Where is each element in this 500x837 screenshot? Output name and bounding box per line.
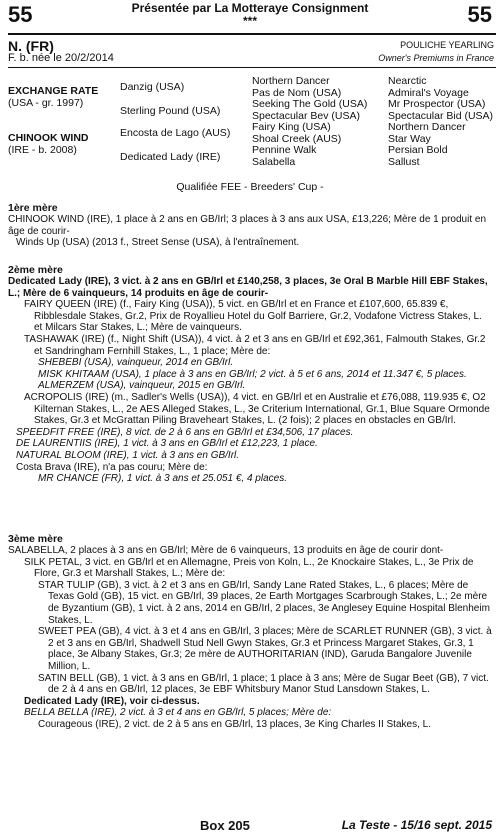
dam-info: (IRE - b. 2008) [8,143,77,156]
second-dam-line: TASHAWAK (IRE) (f., Night Shift (USA)), 4 vict. à 2 et 3 ans en GB/Irl et £92,361, Falmouth Stakes, Gr.2 et Sandringham Fernhill Stakes, L., 1 place; Mère de: [24,333,486,357]
gen3-6: Shoal Creek (AUS) [252,132,342,145]
gen4-8: Sallust [388,155,420,168]
third-dam-section [8,533,492,731]
third-dam-heading: 3ème mère [8,533,63,545]
gen3-7: Pennine Walk [252,144,317,156]
third-dam-line: Courageous (IRE), 2 vict. de 2 à 5 ans en GB/Irl, 13 places, 3e King Charles II Stakes, L. [38,718,431,730]
gen2-a: Danzig (USA) [120,81,185,93]
second-dam-line: NATURAL BLOOM (IRE), 1 vict. à 3 ans en GB/Irl. [16,449,240,461]
stars: *** [242,14,257,28]
second-dam-line: DE LAURENTIIS (IRE), 1 vict. à 3 ans en GB/Irl et £12,223, 1 place. [16,438,318,450]
gen4-3: Mr Prospector (USA) [388,98,486,110]
gen3-3: Seeking The Gold (USA) [252,98,368,110]
premium-note: Owner's Premiums in France [378,53,494,63]
gen4-7: Persian Bold [388,144,448,156]
gen3-5: Fairy King (USA) [252,121,331,133]
first-dam-section [8,202,492,249]
second-dam-line: ALMERZEM (USA), vainqueur, 2015 en GB/Irl. [38,380,246,392]
gen2-d: Dedicated Lady (IRE) [120,151,221,163]
third-dam-line: SATIN BELL (GB), 1 vict. à 3 ans en GB/Irl, 1 place; 1 place à 3 ans; Mère de Sugar Beet (GB), 7 vict. de 2 à 4 ans en GB/Irl, 12 places, 3e EBF Whitsbury Manor Stud Lansdown Stakes, L. [38,672,489,696]
gen3-1: Northern Dancer [252,75,330,87]
sire-info: (USA - gr. 1997) [8,96,84,109]
third-dam-line: SALABELLA, 2 places à 3 ans en GB/Irl; Mère de 6 vainqueurs, 13 produits en âge de courir dont- [8,545,444,556]
gen3-2: Pas de Nom (USA) [252,86,342,99]
gen4-5: Northern Dancer [388,121,466,133]
gen3-list [252,76,367,168]
second-dam-line: MISK KHITAAM (USA), 1 place à 3 ans en GB/Irl; 2 vict. à 5 et 6 ans, 2014 et 11.347 €, 5 places. [38,368,467,380]
third-dam-line: SILK PETAL, 3 vict. en GB/Irl et en Allemagne, Preis von Koln, L., 2e Knockaire Stakes, L., 3e Prix de Flore, Gr.3 et Marshall Stakes, L.; Mère de: [24,556,474,580]
gen4-4: Spectacular Bid (USA) [388,109,494,122]
consignor-title: Présentée par La Motteraye Consignment [131,1,369,15]
lot-number-left: 55 [8,2,33,27]
gen2-c: Encosta de Lago (AUS) [120,127,231,139]
second-dam-line: SPEEDFIT FREE (IRE), 8 vict. de 2 à 6 ans en GB/Irl et £34,506, 17 places. [16,426,354,438]
gen3-4: Spectacular Bev (USA) [252,109,360,122]
first-dam-heading: 1ère mère [8,202,58,214]
third-dam-line: STAR TULIP (GB), 3 vict. à 2 et 3 ans en GB/Irl, Sandy Lane Rated Stakes, L., 6 places; Mère de Texas Gold (GB), 15 vict. en GB/Irl, 39 places, 2e Earth Mortgages Scarbrough Stakes, L.; 2e mère de Byzantium (GB), 1 vict. à 2 ans, 2014 en GB/Irl, 2 places, 3e Anglesey Equine Hospital Blenheim Stakes, L. [38,579,490,626]
second-dam-line: Costa Brava (IRE), n'a pas couru; Mère de: [16,461,208,473]
sire-name: EXCHANGE RATE [8,85,99,97]
box-number: Box 205 [200,818,250,833]
header-rule [8,33,496,35]
gen2-b: Sterling Pound (USA) [120,105,221,117]
gen3-8: Salabella [252,155,296,168]
consignor-header [0,2,500,28]
second-dam-line: Dedicated Lady (IRE), 3 vict. à 2 ans en GB/Irl et £140,258, 3 places, 3e Oral B Marble Hill EBF Stakes, L.; Mère de 6 vainqueurs, 14 produits en âge de courir- [8,276,488,299]
horse-category: POULICHE YEARLING [400,40,494,50]
gen4-6: Star Way [388,132,431,145]
third-dam-line: SWEET PEA (GB), 4 vict. à 3 et 4 ans en GB/Irl, 3 places; Mère de SCARLET RUNNER (GB), 3 vict. à 2 et 3 ans en GB/Irl, Shadwell Stud Nell Gwyn Stakes, Gr.3 et Princess Margaret Stakes, Gr.3, 1 place, 3e Albany Stakes, Gr.3; 2e mère de AUTHORITARIAN (IND), Garuda Bangalore Juvenile Million, L. [38,626,492,672]
first-dam-line: CHINOOK WIND (IRE), 1 place à 2 ans en GB/Irl; 3 places à 3 ans aux USA, £13,226; Mère de 1 produit en âge de courir- [8,214,487,237]
second-dam-line: MR CHANCE (FR), 1 vict. à 3 ans et 25.051 €, 4 places. [38,473,287,485]
sire-block [8,86,98,109]
second-dam-line: FAIRY QUEEN (IRE) (f., Fairy King (USA)), 5 vict. en GB/Irl et en France et £107,600, 65.839 €, Ribblesdale Stakes, Gr.2, Prix de Royallieu Hotel du Golf Barriere, Gr.2, Vodafone Victress Stakes, L. et Milcars Star Stakes, L.; Mère de vainqueurs. [24,299,482,334]
third-dam-line: BELLA BELLA (IRE), 2 vict. à 3 et 4 ans en GB/Irl, 5 places; Mère de: [24,707,332,719]
second-dam-section [8,264,492,485]
horse-name: N. (FR) [8,38,54,54]
dam-name: CHINOOK WIND [8,132,89,144]
qualification-note: Qualifiée FEE - Breeders' Cup - [176,181,324,193]
gen4-2: Admiral's Voyage [388,86,469,99]
identity-rule [8,67,496,68]
second-dam-line: SHEBEBI (USA), vainqueur, 2014 en GB/Irl. [38,357,234,369]
gen4-list [388,76,493,168]
sale-info: La Teste - 15/16 sept. 2015 [341,818,492,832]
second-dam-heading: 2ème mère [8,264,63,276]
dam-block [8,133,89,156]
gen4-1: Nearctic [388,75,427,87]
horse-birth: F. b. née le 20/2/2014 [8,52,114,64]
lot-number-right: 55 [467,2,492,27]
second-dam-line: ACROPOLIS (IRE) (m., Sadler's Wells (USA)), 4 vict. en GB/Irl et en Australie et £76,088, 119.935 €, O2 Kilternan Stakes, L., 2e AES Alleged Stakes, L., 3e Criterium International, Gr.1, Blue Square Ormonde Stakes, Gr.3 et McGrattan Piling Braveheart Stakes, L. (2 fois); 2 places en obstacles en GB/Irl. [24,391,490,427]
first-dam-line: Winds Up (USA) (2013 f., Street Sense (USA), à l'entraînement. [16,237,300,249]
third-dam-line: Dedicated Lady (IRE), voir ci-dessus. [24,695,200,707]
